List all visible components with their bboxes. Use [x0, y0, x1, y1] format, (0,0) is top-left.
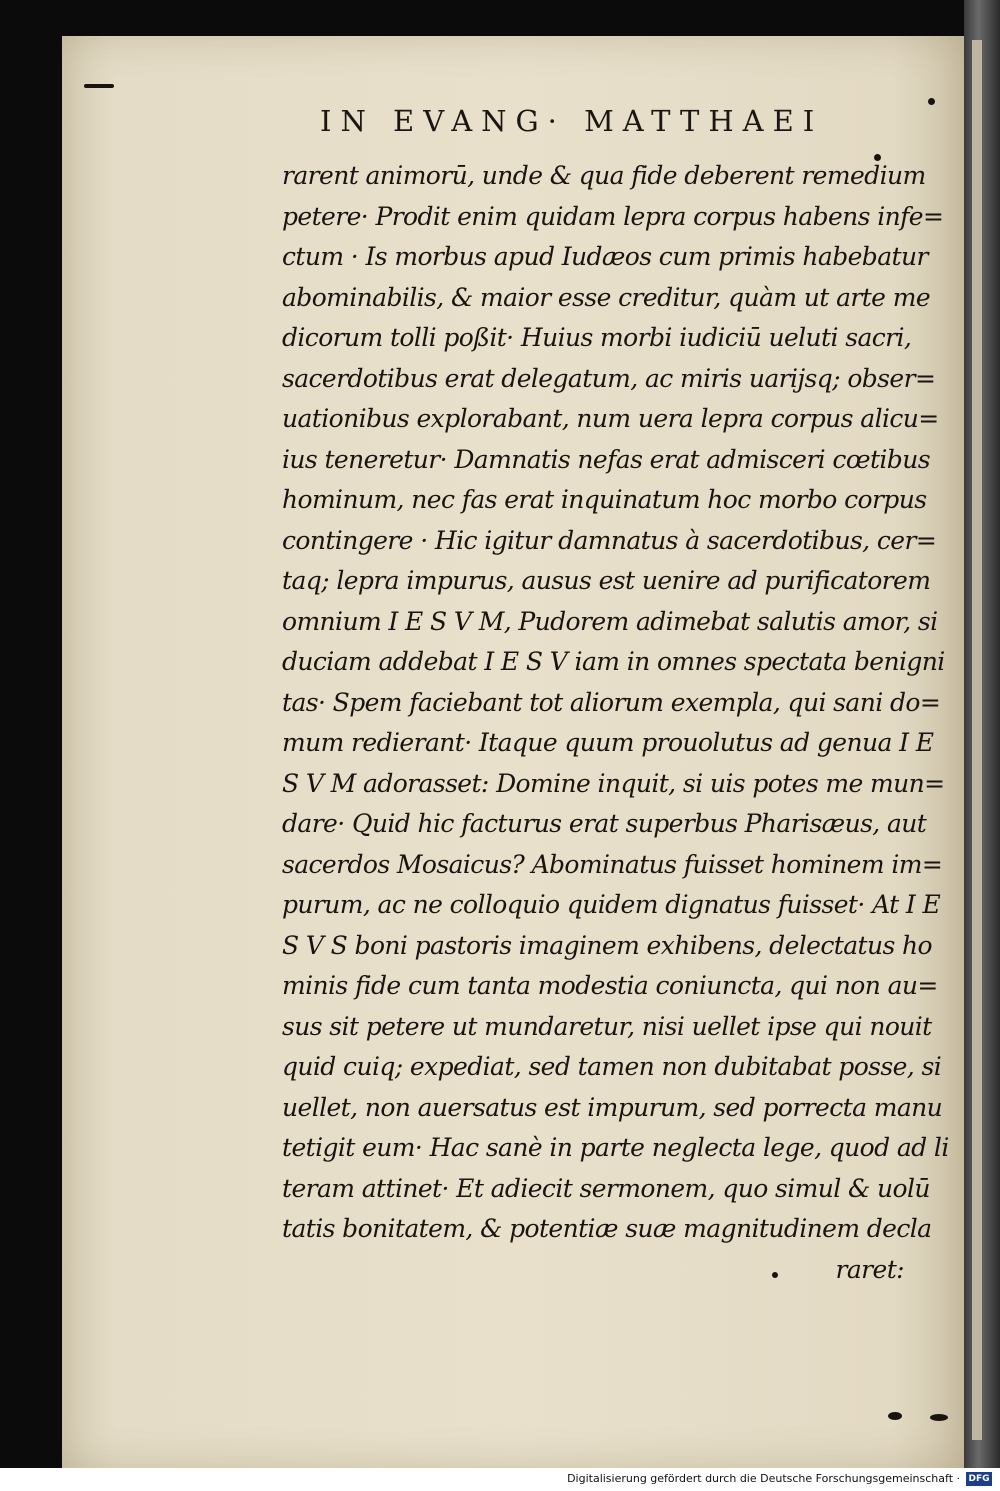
text-line: quid cuiq; expediat, sed tamen non dubitabat posse, si — [282, 1052, 942, 1081]
page-edge-strip — [972, 40, 982, 1440]
text-line: dare· Quid hic facturus erat superbus Pharisæus, aut — [282, 809, 927, 838]
text-line: sus sit petere ut mundaretur, nisi uellet ipse qui nouit — [282, 1011, 932, 1041]
body-text-block — [282, 156, 949, 1290]
text-line: minis fide cum tanta modestia coniuncta, qui non au= — [282, 971, 938, 1000]
ink-dot-mark — [930, 1414, 948, 1421]
text-line: hominum, nec fas erat inquinatum hoc morbo corpus — [282, 485, 927, 514]
ink-dot-mark — [888, 1412, 902, 1420]
ink-dot-mark — [928, 98, 935, 105]
text-line: S V S boni pastoris imaginem exhibens, delectatus ho — [282, 930, 932, 960]
text-line: abominabilis, & maior esse creditur, quàm ut arte me — [282, 282, 931, 312]
text-line: taq; lepra impurus, ausus est uenire ad purificatorem — [282, 566, 931, 595]
text-line: tas· Spem faciebant tot aliorum exempla, qui sani do= — [282, 687, 941, 717]
text-line: ctum · Is morbus apud Iudæos cum primis habebatur — [282, 242, 928, 271]
text-line: dicorum tolli poßit· Huius morbi iudiciū ueluti sacri, — [282, 323, 912, 352]
text-line: duciam addebat I E S V iam in omnes spectata benigni — [282, 647, 945, 676]
text-line: tetigit eum· Hac sanè in parte neglecta lege, quod ad li — [282, 1133, 949, 1162]
book-right-edge — [964, 0, 1000, 1468]
text-line: uellet, non auersatus est impurum, sed porrecta manu — [282, 1092, 943, 1122]
catchword: raret: — [835, 1254, 904, 1284]
digitization-footer — [0, 1468, 1000, 1491]
text-line: sacerdos Mosaicus? Abominatus fuisset hominem im= — [282, 849, 943, 879]
text-line: uationibus explorabant, num uera lepra corpus alicu= — [282, 404, 939, 433]
text-line: ius teneretur· Damnatis nefas erat admisceri cœtibus — [282, 444, 930, 474]
dfg-logo: DFG — [966, 1472, 992, 1486]
text-line: teram attinet· Et adiecit sermonem, quo simul & uolū — [282, 1173, 930, 1203]
text-line: petere· Prodit enim quidam lepra corpus habens infe= — [282, 201, 944, 231]
text-line: tatis bonitatem, & potentiæ suæ magnitudinem decla — [282, 1214, 932, 1243]
footer-credit: Digitalisierung gefördert durch die Deutsche Forschungsgemeinschaft · — [567, 1472, 960, 1485]
text-line: purum, ac ne colloquio quidem dignatus fuisset· At I E — [282, 890, 941, 919]
text-line: contingere · Hic igitur damnatus à sacerdotibus, cer= — [282, 525, 937, 555]
text-line: S V M adorasset: Domine inquit, si uis potes me mun= — [282, 768, 945, 798]
text-line: sacerdotibus erat delegatum, ac miris uarijsq; obser= — [282, 363, 936, 393]
text-line: omnium I E S V M, Pudorem adimebat salutis amor, si — [282, 606, 938, 636]
text-line: rarent animorū, unde & qua fide deberent remedium — [282, 161, 926, 190]
text-line: mum redierant· Itaque quum prouolutus ad genua I E — [282, 728, 934, 757]
running-head: IN EVANG· MATTHAEI — [320, 104, 824, 138]
ink-dash-mark — [84, 84, 114, 88]
